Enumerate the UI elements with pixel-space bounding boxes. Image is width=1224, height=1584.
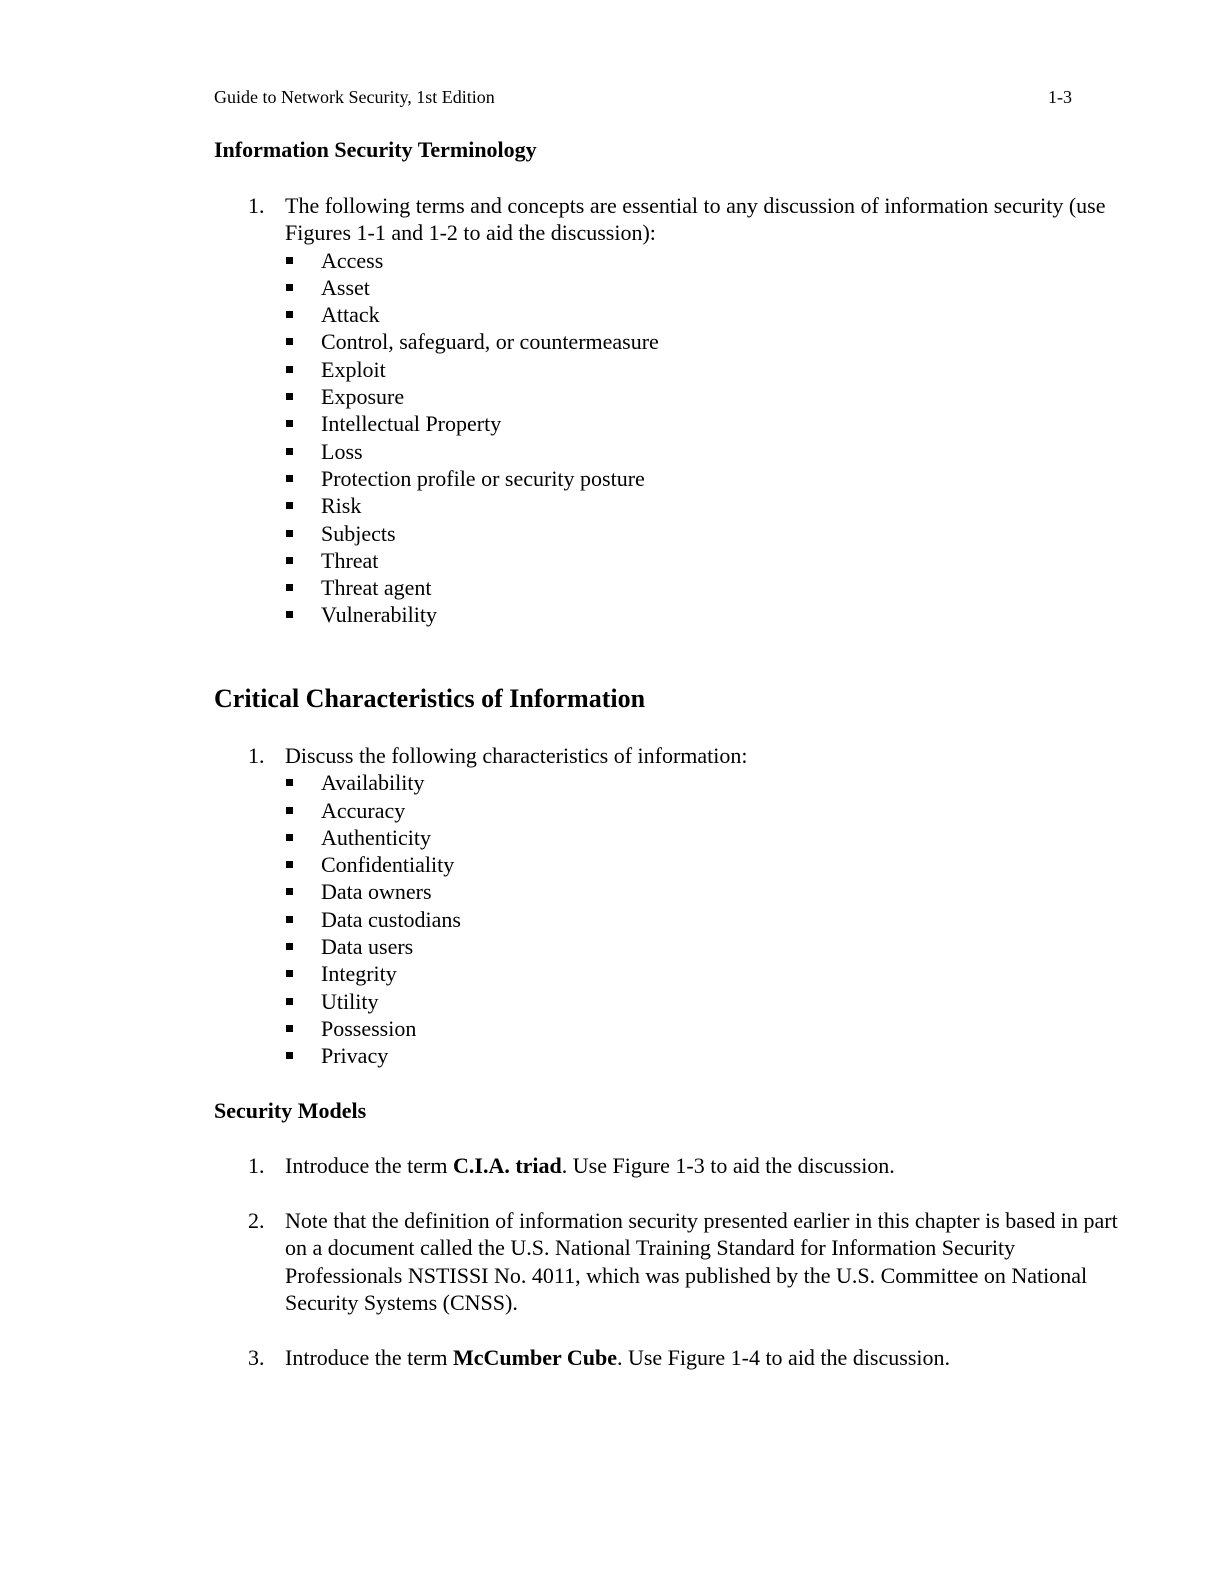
bullet-square-icon (286, 420, 293, 427)
bullet-square-icon (286, 311, 293, 318)
list-item: Accuracy (285, 797, 1128, 824)
security-models-item-2 (248, 1207, 1128, 1316)
security-models-item-3 (248, 1344, 1128, 1371)
list-item: Intellectual Property (285, 410, 1128, 437)
list-item: Attack (285, 301, 1128, 328)
section-heading-terminology: Information Security Terminology (214, 137, 537, 162)
bullet-square-icon (286, 584, 293, 591)
terminology-item-1 (248, 192, 1128, 629)
bullet-square-icon (286, 284, 293, 291)
bullet-square-icon (286, 475, 293, 482)
bullet-square-icon (286, 366, 293, 373)
list-item: Risk (285, 492, 1128, 519)
bullet-square-icon (286, 448, 293, 455)
bullet-square-icon (286, 861, 293, 868)
list-item: Protection profile or security posture (285, 465, 1128, 492)
list-item: Utility (285, 988, 1128, 1015)
bullet-square-icon (286, 1052, 293, 1059)
bullet-square-icon (286, 916, 293, 923)
bullet-square-icon (286, 834, 293, 841)
section-heading-security-models: Security Models (214, 1098, 367, 1123)
list-item: Vulnerability (285, 601, 1128, 628)
list-item: Threat (285, 547, 1128, 574)
characteristics-item-1 (248, 742, 1128, 1070)
list-item: Privacy (285, 1042, 1128, 1069)
bullet-square-icon (286, 943, 293, 950)
item-number: 1. (248, 193, 265, 218)
item-number: 3. (248, 1345, 265, 1370)
header-title: Guide to Network Security, 1st Edition (214, 87, 495, 107)
bullet-square-icon (286, 611, 293, 618)
list-item: Control, safeguard, or countermeasure (285, 328, 1128, 355)
bullet-square-icon (286, 338, 293, 345)
term-cia-triad: C.I.A. triad (453, 1153, 562, 1178)
list-item: Data users (285, 933, 1128, 960)
bullet-square-icon (286, 1025, 293, 1032)
bullet-square-icon (286, 779, 293, 786)
list-item: Access (285, 247, 1128, 274)
list-item: Exploit (285, 356, 1128, 383)
bullet-square-icon (286, 998, 293, 1005)
item-number: 1. (248, 743, 265, 768)
list-item: Integrity (285, 960, 1128, 987)
section-heading-critical-characteristics: Critical Characteristics of Information (214, 684, 646, 713)
item-text: Note that the definition of information security presented earlier in this chapter is based in part on a document called the U.S. National Training Standard for Information Security Professionals NSTISSI No. 4011, which was published by the U.S. Committee on National Security Systems (CNSS). (285, 1208, 1118, 1315)
bullet-square-icon (286, 888, 293, 895)
list-item: Possession (285, 1015, 1128, 1042)
item-number: 1. (248, 1153, 265, 1178)
bullet-square-icon (286, 393, 293, 400)
header-page-number: 1-3 (1048, 87, 1072, 107)
item-text: Discuss the following characteristics of information: (285, 743, 748, 768)
list-item: Authenticity (285, 824, 1128, 851)
bullet-square-icon (286, 970, 293, 977)
security-models-item-1 (248, 1152, 1128, 1179)
bullet-square-icon (286, 530, 293, 537)
term-mccumber-cube: McCumber Cube (453, 1345, 617, 1370)
bullet-square-icon (286, 557, 293, 564)
characteristics-bullet-list (285, 769, 1128, 1069)
list-item: Data owners (285, 878, 1128, 905)
list-item: Loss (285, 438, 1128, 465)
bullet-square-icon (286, 502, 293, 509)
list-item: Confidentiality (285, 851, 1128, 878)
list-item: Subjects (285, 520, 1128, 547)
terminology-bullet-list (285, 247, 1128, 629)
list-item: Data custodians (285, 906, 1128, 933)
list-item: Exposure (285, 383, 1128, 410)
item-text: Introduce the term McCumber Cube. Use Figure 1-4 to aid the discussion. (285, 1345, 950, 1370)
item-number: 2. (248, 1208, 265, 1233)
bullet-square-icon (286, 257, 293, 264)
item-text: The following terms and concepts are essential to any discussion of information security (use Figures 1-1 and 1-2 to aid the discussion): (285, 193, 1106, 246)
item-text: Introduce the term C.I.A. triad. Use Figure 1-3 to aid the discussion. (285, 1153, 895, 1178)
list-item: Threat agent (285, 574, 1128, 601)
list-item: Asset (285, 274, 1128, 301)
list-item: Availability (285, 769, 1128, 796)
bullet-square-icon (286, 807, 293, 814)
